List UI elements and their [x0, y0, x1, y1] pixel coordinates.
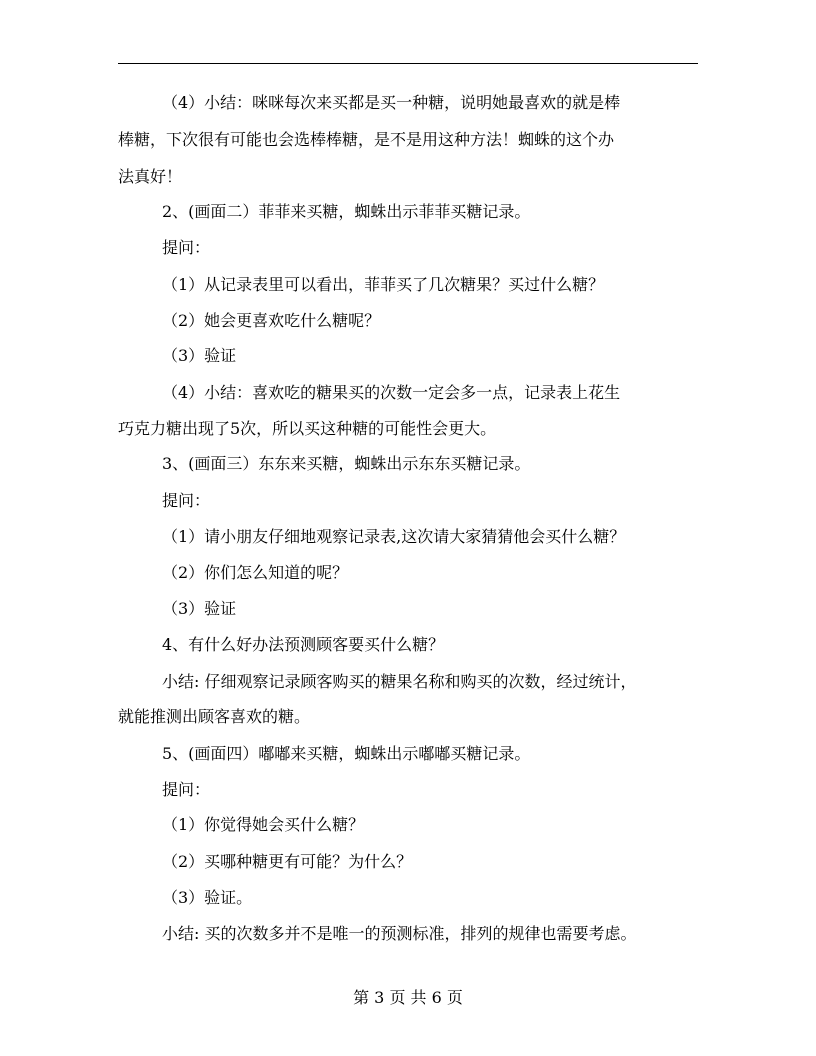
text-line: （3）验证。: [162, 888, 253, 907]
text-line: 就能推测出顾客喜欢的糖。: [118, 707, 311, 726]
text-line: 4、有什么好办法预测顾客要买什么糖？: [162, 635, 445, 654]
header-rule: [118, 63, 698, 64]
text-line: 巧克力糖出现了5次，所以买这种糖的可能性会更大。: [118, 419, 497, 438]
text-line: 3、(画面三）东东来买糖，蜘蛛出示东东买糖记录。: [162, 454, 531, 473]
text-line: 提问：: [162, 238, 211, 257]
text-line: 小结: 买的次数多并不是唯一的预测标准，排列的规律也需要考虑。: [162, 924, 637, 943]
text-line: 法真好！: [118, 167, 183, 186]
text-line: 提问：: [162, 780, 211, 799]
text-line: （4）小结：喜欢吃的糖果买的次数一定会多一点，记录表上花生: [162, 383, 621, 402]
text-line: 2、(画面二）菲菲来买糖，蜘蛛出示菲菲买糖记录。: [162, 202, 531, 221]
text-line: 提问：: [162, 491, 211, 510]
page-number-footer: 第 3 页 共 6 页: [353, 988, 463, 1007]
text-line: （1）请小朋友仔细地观察记录表,这次请大家猜猜他会买什么糖？: [162, 527, 626, 546]
text-line: 5、(画面四）嘟嘟来买糖，蜘蛛出示嘟嘟买糖记录。: [162, 744, 531, 763]
text-line: （2）她会更喜欢吃什么糖呢？: [162, 311, 381, 330]
text-line: （2）买哪种糖更有可能？为什么？: [162, 852, 413, 871]
text-line: 小结: 仔细观察记录顾客购买的糖果名称和购买的次数，经过统计，: [162, 672, 637, 691]
text-line: （1）你觉得她会买什么糖？: [162, 815, 365, 834]
text-line: （1）从记录表里可以看出，菲菲买了几次糖果？买过什么糖？: [162, 275, 605, 294]
text-line: （2）你们怎么知道的呢？: [162, 563, 349, 582]
text-line: （3）验证: [162, 599, 237, 618]
text-line: （4）小结：咪咪每次来买都是买一种糖，说明她最喜欢的就是棒: [162, 93, 621, 112]
text-line: 棒糖，下次很有可能也会选棒棒糖，是不是用这种方法！蜘蛛的这个办: [118, 130, 615, 149]
text-line: （3）验证: [162, 346, 237, 365]
